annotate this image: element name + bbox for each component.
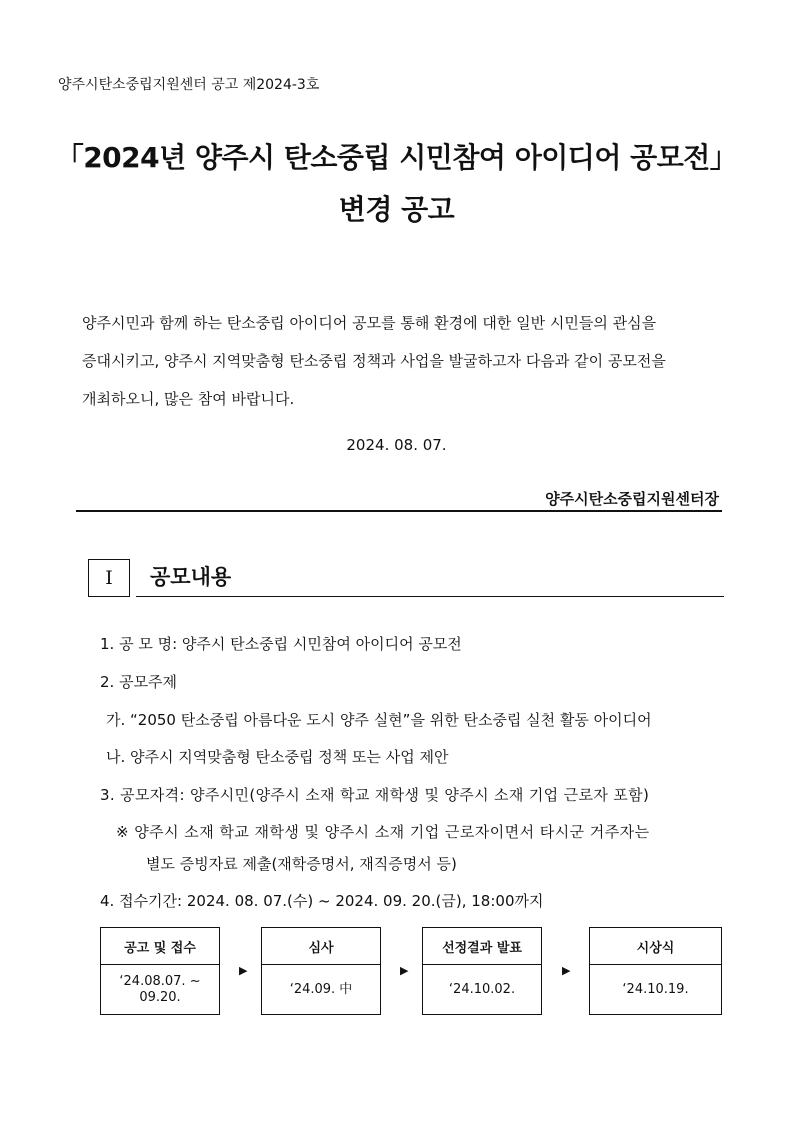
item-eligibility: 3. 공모자격: 양주시민(양주시 소재 학교 재학생 및 양주시 소재 기업 근로자 포함)	[100, 786, 650, 804]
intro-line: 개최하오니, 많은 참여 바랍니다.	[82, 390, 295, 408]
signer: 양주시탄소중립지원센터장	[545, 490, 719, 508]
section-title: 공모내용	[150, 565, 232, 589]
item-topic-b: 나. 양주시 지역맞춤형 탄소중립 정책 또는 사업 제안	[106, 748, 449, 766]
schedule-stage	[261, 927, 381, 1015]
item-contest-name: 1. 공 모 명: 양주시 탄소중립 시민참여 아이디어 공모전	[100, 635, 462, 653]
notice-number: 양주시탄소중립지원센터 공고 제2024-3호	[58, 77, 320, 93]
notice-date: 2024. 08. 07.	[346, 436, 447, 454]
stage-label: 심사	[262, 928, 380, 965]
schedule-stage	[422, 927, 542, 1015]
stage-label: 선정결과 발표	[423, 928, 541, 965]
stage-label: 시상식	[590, 928, 721, 965]
item-topic: 2. 공모주제	[100, 673, 178, 691]
page-title-line2: 변경 공고	[338, 193, 455, 226]
schedule-flow	[100, 927, 722, 1015]
section-divider	[136, 596, 724, 597]
item-note-line1: ※ 양주시 소재 학교 재학생 및 양주시 소재 기업 근로자이면서 타시군 거주자는	[116, 823, 650, 841]
item-period: 4. 접수기간: 2024. 08. 07.(수) ~ 2024. 09. 20.(금), 18:00까지	[100, 892, 544, 910]
stage-date: ‘24.10.02.	[448, 982, 516, 997]
stage-date: ‘24.09. 中	[289, 982, 353, 997]
page-title-line1: 「2024년 양주시 탄소중립 시민참여 아이디어 공모전」	[55, 141, 738, 174]
stage-date: ‘24.08.07. ~ 09.20.	[119, 974, 201, 1005]
section-number-box: Ⅰ	[88, 559, 130, 597]
schedule-stage	[589, 927, 722, 1015]
divider	[76, 510, 722, 512]
arrow-icon: ▶	[562, 964, 571, 977]
schedule-stage	[100, 927, 220, 1015]
arrow-icon: ▶	[400, 964, 409, 977]
stage-date: ‘24.10.19.	[622, 982, 689, 997]
item-note-line2: 별도 증빙자료 제출(재학증명서, 재직증명서 등)	[146, 855, 457, 873]
item-topic-a: 가. “2050 탄소중립 아름다운 도시 양주 실현”을 위한 탄소중립 실천 활동 아이디어	[106, 711, 652, 729]
arrow-icon: ▶	[239, 964, 248, 977]
intro-paragraph	[82, 304, 742, 418]
intro-line: 양주시민과 함께 하는 탄소중립 아이디어 공모를 통해 환경에 대한 일반 시민들의 관심을	[82, 314, 657, 332]
stage-label: 공고 및 접수	[101, 928, 219, 965]
intro-line: 증대시키고, 양주시 지역맞춤형 탄소중립 정책과 사업을 발굴하고자 다음과 같이 공모전을	[82, 352, 666, 370]
